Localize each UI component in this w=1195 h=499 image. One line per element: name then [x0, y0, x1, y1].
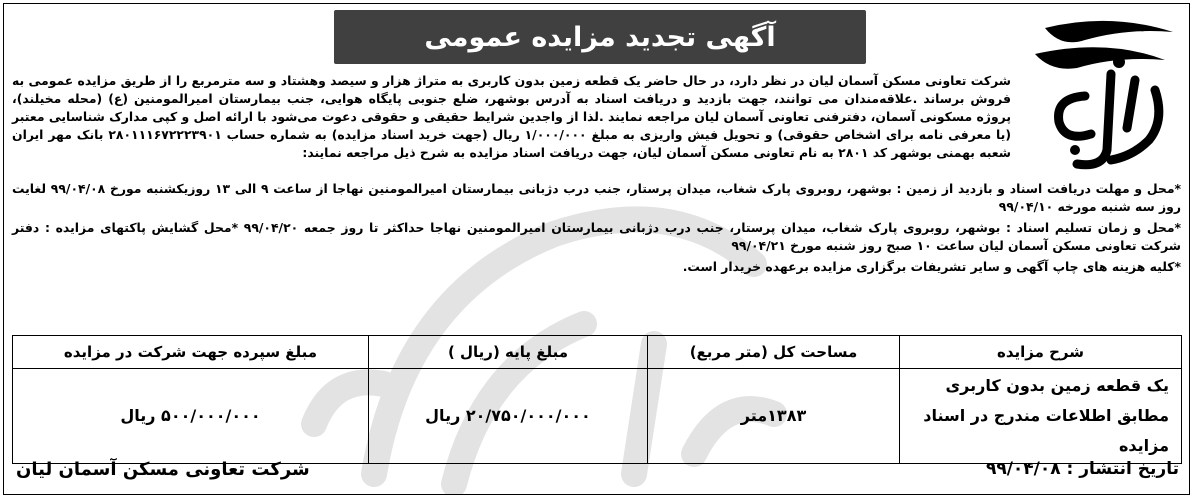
header-base-price: مبلغ پایه (ریال )	[369, 336, 648, 369]
cell-area: ۱۳۸۳متر	[648, 369, 900, 464]
bullet-costs: *کلیه هزینه های چاپ آگهی و سایر تشریفات برگزاری مزایده برعهده خریدار است.	[682, 259, 1181, 274]
ad-title: آگهی تجدید مزایده عمومی	[334, 10, 866, 64]
ad-intro-paragraph	[12, 72, 1011, 164]
header-deposit: مبلغ سپرده جهت شرکت در مزایده	[13, 336, 369, 369]
auction-table	[12, 335, 1182, 464]
bullet-document-pickup: *محل و مهلت دریافت اسناد و بازدید از زمین : بوشهر، روبروی پارک شغاب، میدان پرستار، جنب درب دژبانی بیمارستان امیرالمومنین نهاجا از ساعت ۹ الی ۱۳ روزیکشنبه مورخ ۹۹/۰۴/۰۸ لغایت روز سه شنبه مورخه ۹۹/۰۴/۱۰	[12, 181, 1181, 214]
publish-date: تاریخ انتشار : ۹۹/۰۴/۰۸	[985, 459, 1179, 479]
aseman-lian-logo-icon	[1015, 10, 1183, 180]
header-description: شرح مزایده	[900, 336, 1182, 369]
ad-bullets	[12, 180, 1181, 278]
header-area: مساحت کل (متر مربع)	[648, 336, 900, 369]
cell-deposit: ۵۰۰/۰۰۰/۰۰۰ ریال	[13, 369, 369, 464]
bullet-submission-opening: *محل و زمان تسلیم اسناد : بوشهر، روبروی پارک شغاب، میدان پرستار، جنب درب دژبانی بیمارستان امیرالمومنین نهاجا حداکثر تا روز جمعه ۹۹/۰۴/۲۰ *محل گشایش پاکتهای مزایده : دفتر شرکت تعاونی مسکن آسمان لیان ساعت ۱۰ صبح روز شنبه مورخ ۹۹/۰۴/۲۱	[12, 220, 1182, 253]
table-row	[13, 369, 1182, 464]
cell-description: یک قطعه زمین بدون کاربری مطابق اطلاعات مندرج در اسناد مزایده	[900, 369, 1182, 464]
intro-text: شرکت تعاونی مسکن آسمان لیان در نظر دارد، در حال حاضر یک قطعه زمین بدون کاربری به متراژ هزار و سیصد وهشتاد و سه مترمربع را از طریق مزایده عمومی به فروش برساند .علاقه‌مندان می توانند، جهت بازدید و دریافت اسناد به آدرس بوشهر، ضلع جنوبی پایگاه هوایی، جنب بیمارستان امیرالمومنین (ع) (محله مخیلند)، پروژه مسکونی آسمان، دفترفنی تعاونی آسمان لیان مراجعه نمایند .لذا از واجدین شرایط حقیقی و حقوقی دعوت می‌شود با ارائه اصل و کپی مدارک شناسایی معتبر (یا معرفی نامه برای اشخاص حقوقی) و تحویل فیش واریزی به مبلغ ۱/۰۰۰/۰۰۰ ریال (جهت خرید اسناد مزایده) به شماره حساب ۲۸۰۱۱۱۶۷۲۲۲۳۹۰۱ بانک مهر ایران شعبه بهمنی بوشهر کد ۲۸۰۱ به نام تعاونی مسکن آسمان لیان، جهت دریافت اسناد مزایده به شرح ذیل مراجعه نمایند:	[12, 73, 1011, 160]
company-name: شرکت تعاونی مسکن آسمان لیان	[16, 459, 310, 480]
table-header-row	[13, 336, 1182, 369]
cell-base-price: ۲۰/۷۵۰/۰۰۰/۰۰۰ ریال	[369, 369, 648, 464]
ad-frame	[3, 3, 1190, 495]
